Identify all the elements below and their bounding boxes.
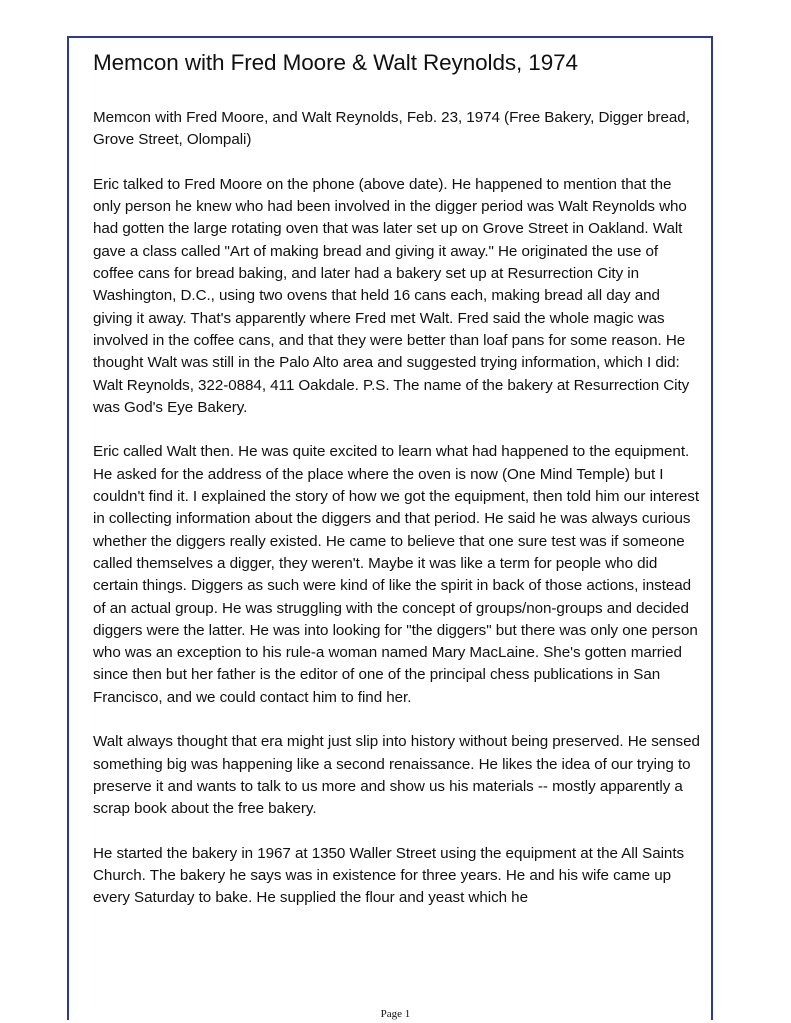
paragraph-preservation: Walt always thought that era might just slip into history without being preserved. He sensed something big was happening like a second renaissance. He likes the idea of our trying to preserve it and wants to talk to us more and show us his materials -- mostly apparently a scrap book about the free bakery. [93,733,700,818]
paragraph-fred-moore-call: Eric talked to Fred Moore on the phone (above date). He happened to mention that the only person he knew who had been involved in the digger period was Walt Reynolds who had gotten the large rotating oven that was later set up on Grove Street in Oakland. Walt gave a class called "Art of making bread and giving it away." He originated the use of coffee cans for bread baking, and later had a bakery set up at Resurrection City in Washington, D.C., using two ovens that held 16 cans each, making bread all day and giving it away. That's apparently where Fred met Walt. Fred said the whole magic was involved in the coffee cans, and that they were better than loaf pans for some reason. He thought Walt was still in the Palo Alto area and suggested trying information, which I did: Walt Reynolds, 322-0884, 411 Oakdale. P.S. The name of the bakery at Resurrection City was God's Eye Bakery. [93,175,690,416]
paragraph-walt-call: Eric called Walt then. He was quite excited to learn what had happened to the equipment. He asked for the address of the place where the oven is now (One Mind Temple) but I couldn't find it. I explained the story of how we got the equipment, then told him our interest in collecting information about the diggers and that period. He said he was always curious whether the diggers really existed. He came to believe that one sure test was if someone called themselves a digger, they weren't. Maybe it was like a term for people who did certain things. Diggers as such were kind of like the spirit in back of those actions, instead of an actual group. He was struggling with the concept of groups/non-groups and decided diggers were the latter. He was into looking for "the diggers" but there was only one person who was an exception to his rule-a woman named Mary MacLaine. She's gotten married since then but her father is the editor of one of the principal chess publications in San Francisco, and we could contact him to find her. [93,443,700,706]
page-number: Page 1 [380,1008,411,1020]
paragraph-bakery-start: He started the bakery in 1967 at 1350 Waller Street using the equipment at the All Saints Church. The bakery he says was in existence for three years. He and his wife came up every Saturday to bake. He supplied the flour and yeast which he [93,844,685,907]
document-body [93,48,701,932]
paragraph-header: Memcon with Fred Moore, and Walt Reynolds, Feb. 23, 1974 (Free Bakery, Digger bread, Grove Street, Olompali) [93,109,690,149]
document-title: Memcon with Fred Moore & Walt Reynolds, 1974 [93,50,578,75]
